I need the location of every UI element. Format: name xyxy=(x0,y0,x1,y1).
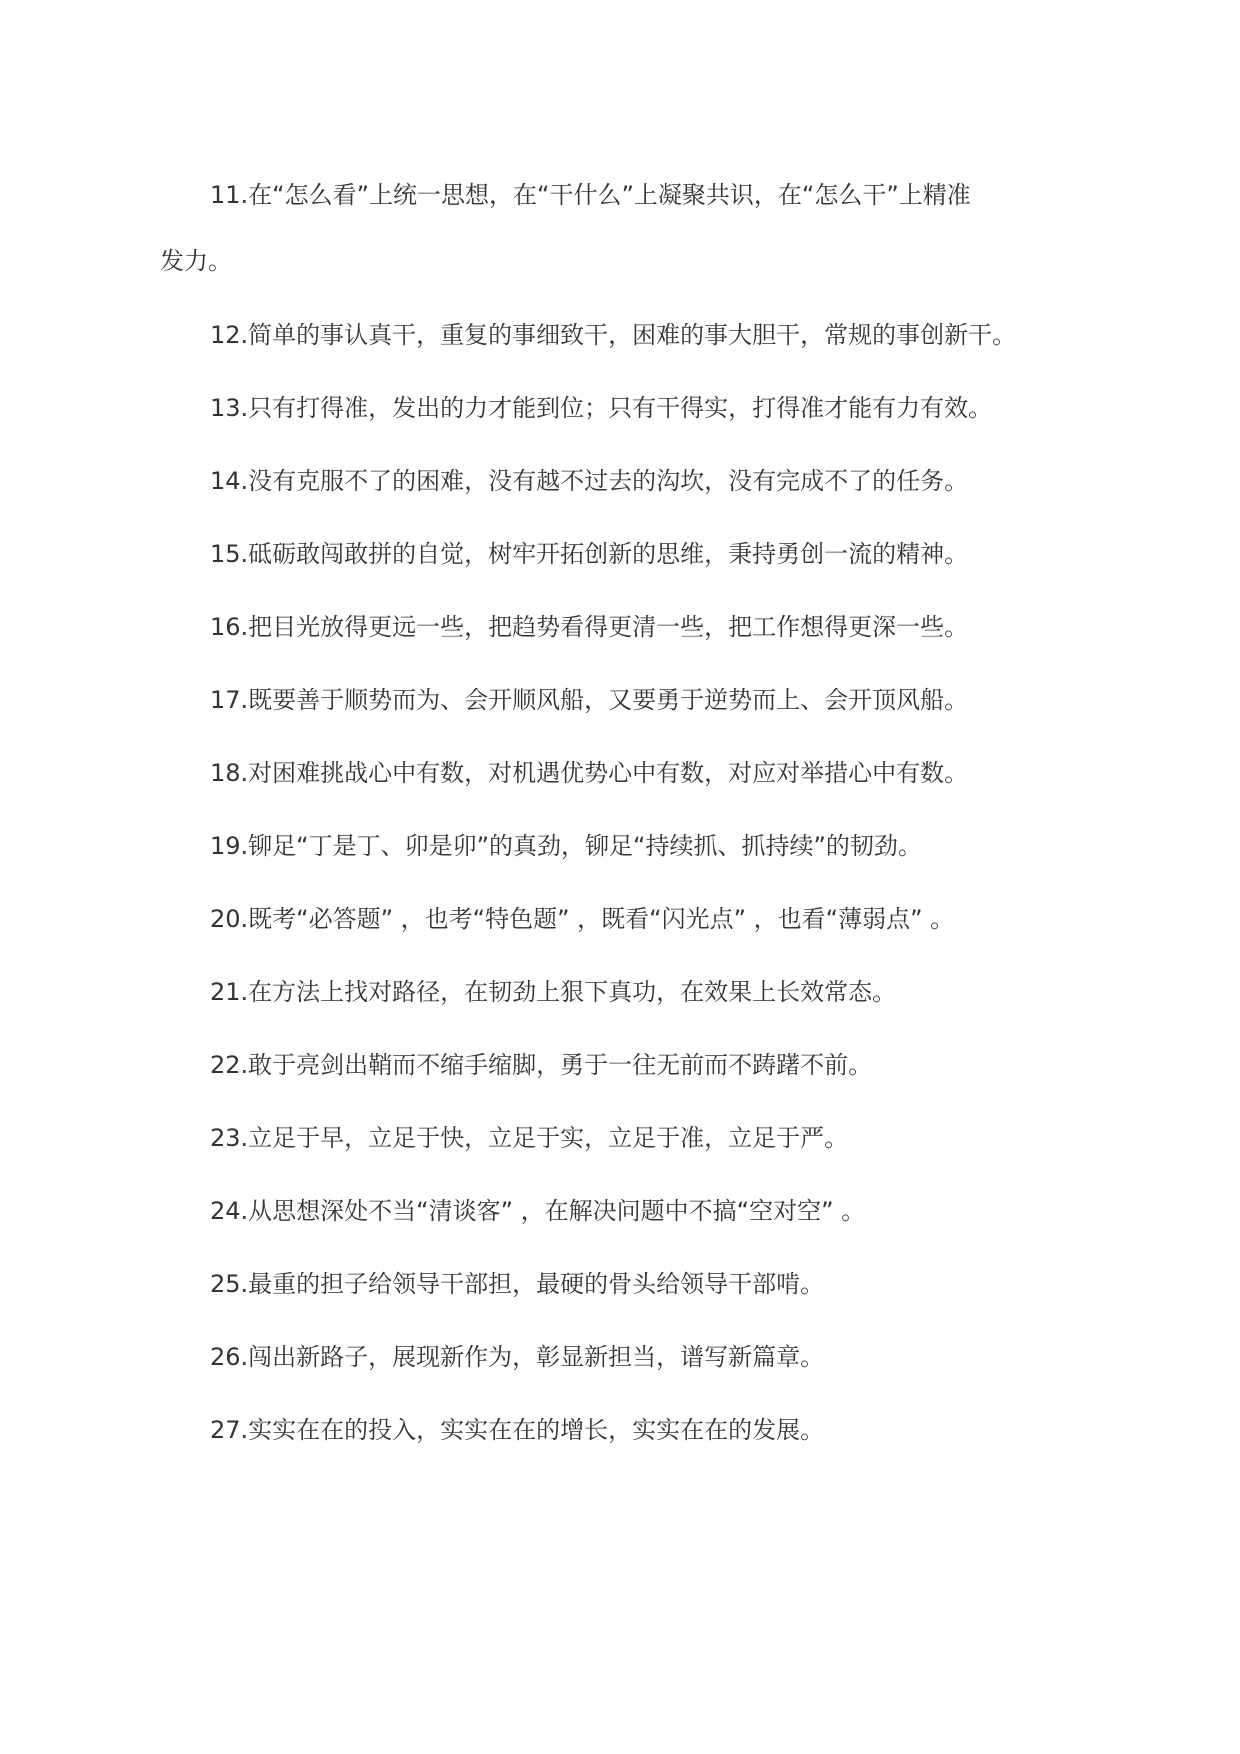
list-item-13: 13.只有打得准，发出的力才能到位；只有干得实，打得准才能有力有效。 xyxy=(210,394,993,422)
list-item-26: 26.闯出新路子，展现新作为，彰显新担当，谱写新篇章。 xyxy=(210,1343,825,1371)
list-item-27: 27.实实在在的投入，实实在在的增长，实实在在的发展。 xyxy=(210,1416,825,1444)
list-item-22: 22.敢于亮剑出鞘而不缩手缩脚，勇于一往无前而不踌躇不前。 xyxy=(210,1051,873,1079)
list-item-18: 18.对困难挑战心中有数，对机遇优势心中有数，对应对举措心中有数。 xyxy=(210,759,969,787)
list-item-11: 11.在“怎么看”上统一思想，在“干什么”上凝聚共识，在“怎么干”上精准 xyxy=(210,181,971,209)
list-item-15: 15.砥砺敢闯敢拼的自觉，树牢开拓创新的思维，秉持勇创一流的精神。 xyxy=(210,540,969,568)
list-item-14: 14.没有克服不了的困难，没有越不过去的沟坎，没有完成不了的任务。 xyxy=(210,467,969,495)
list-item-17: 17.既要善于顺势而为、会开顺风船，又要勇于逆势而上、会开顶风船。 xyxy=(210,686,969,714)
list-item-19: 19.铆足“丁是丁、卯是卯”的真劲，铆足“持续抓、抓持续”的韧劲。 xyxy=(210,832,922,860)
list-item-12: 12.简单的事认真干，重复的事细致干，困难的事大胆干，常规的事创新干。 xyxy=(210,321,1017,349)
list-item-23: 23.立足于早，立足于快，立足于实，立足于准，立足于严。 xyxy=(210,1124,849,1152)
list-item-11-continued: 发力。 xyxy=(160,247,232,275)
list-item-24: 24.从思想深处不当“清谈客” ，在解决问题中不搞“空对空” 。 xyxy=(210,1197,866,1225)
list-item-20: 20.既考“必答题” ，也考“特色题” ，既看“闪光点” ，也看“薄弱点” 。 xyxy=(210,905,955,933)
list-item-16: 16.把目光放得更远一些，把趋势看得更清一些，把工作想得更深一些。 xyxy=(210,613,969,641)
list-item-21: 21.在方法上找对路径，在韧劲上狠下真功，在效果上长效常态。 xyxy=(210,978,897,1006)
list-item-25: 25.最重的担子给领导干部担，最硬的骨头给领导干部啃。 xyxy=(210,1270,825,1298)
